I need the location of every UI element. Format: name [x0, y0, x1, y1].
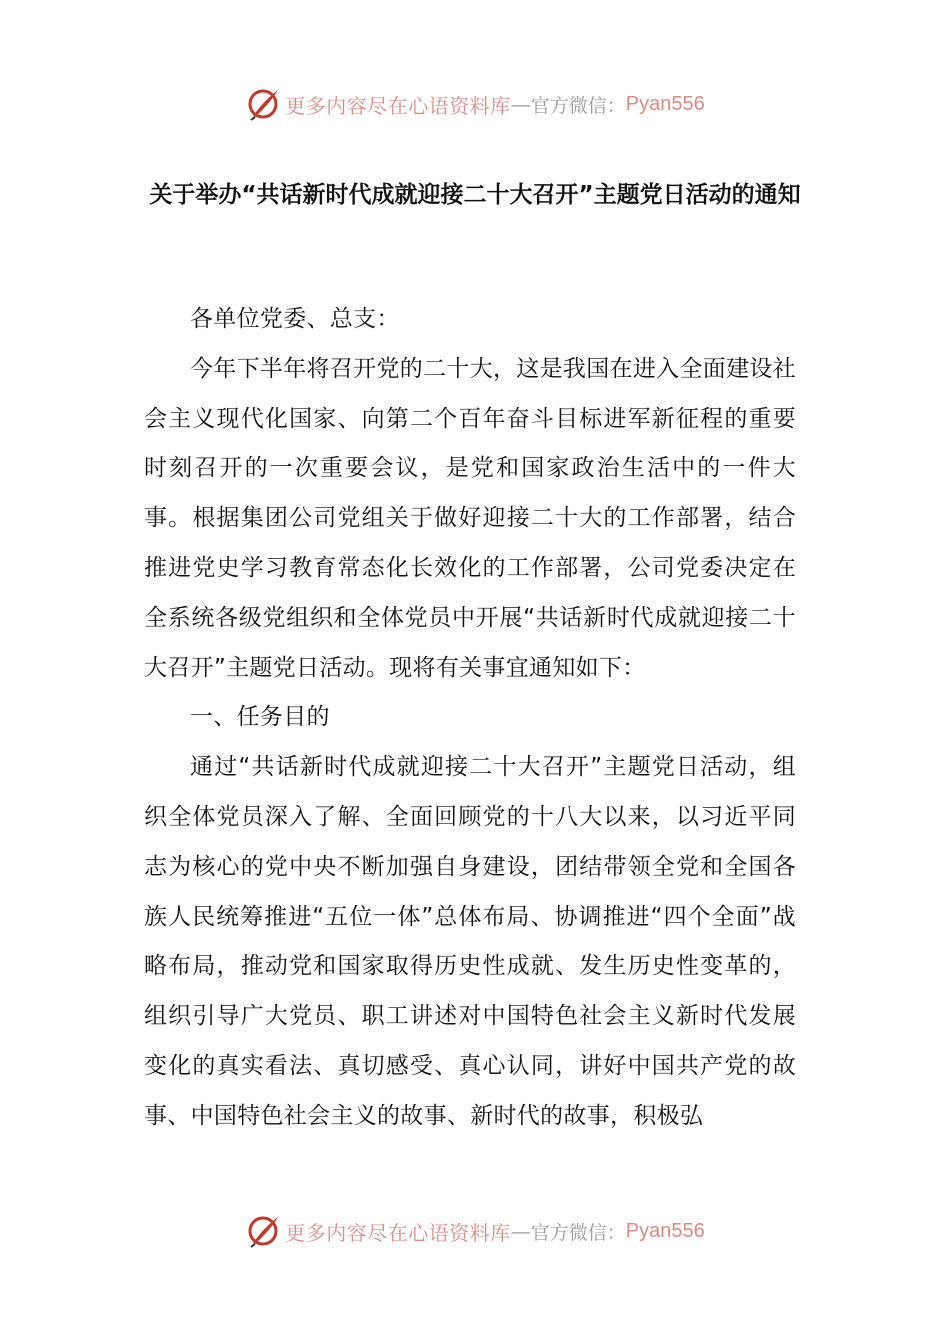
section-heading: 一、任务目的 [190, 704, 330, 731]
footer-watermark [0, 1211, 950, 1251]
watermark-site-text: 更多内容尽在心语资料库 [285, 1220, 511, 1245]
watermark-site-text: 更多内容尽在心语资料库 [285, 93, 511, 118]
watermark-separator: — [510, 92, 531, 116]
paragraph-purpose: 通过“共话新时代成就迎接二十大召开”主题党日活动，组织全体党员深入了解、全面回顾党的十八大以来，以习近平同志为核心的党中央不断加强自身建设，团结带领全党和全国各族人民统筹推进“五位一体”总体布局、协调推进“四个全面”战略布局，推动党和国家取得历史性成就、发生历史性变革的，组织引导广大党员、职工讲述对中国特色社会主义新时代发展变化的真实看法、真切感受、真心认同，讲好中国共产党的故事、中国特色社会主义的故事、新时代的故事，积极弘 [144, 754, 796, 1129]
header-watermark [0, 84, 950, 124]
document-title: 关于举办“共话新时代成就迎接二十大召开”主题党日活动的通知 [149, 182, 801, 208]
watermark-contact-label: 官方微信： [530, 1221, 626, 1244]
watermark-contact-label: 官方微信： [530, 94, 626, 117]
watermark-separator: — [510, 1219, 531, 1243]
salutation: 各单位党委、总支： [190, 306, 400, 332]
quill-logo-icon [245, 1213, 281, 1249]
watermark-contact-id: Pyan556 [625, 92, 705, 115]
paragraph-intro: 今年下半年将召开党的二十大，这是我国在进入全面建设社会主义现代化国家、向第二个百年奋斗目标进军新征程的重要时刻召开的一次重要会议，是党和国家政治生活中的一件大事。根据集团公司党组关于做好迎接二十大的工作部署，结合推进党史学习教育常态化长效化的工作部署，公司党委决定在全系统各级党组织和全体党员中开展“共话新时代成就迎接二十大召开”主题党日活动。现将有关事宜通知如下： [144, 355, 796, 681]
quill-logo-icon [245, 86, 281, 122]
watermark-contact-id: Pyan556 [625, 1219, 705, 1242]
document-body [144, 295, 796, 1142]
